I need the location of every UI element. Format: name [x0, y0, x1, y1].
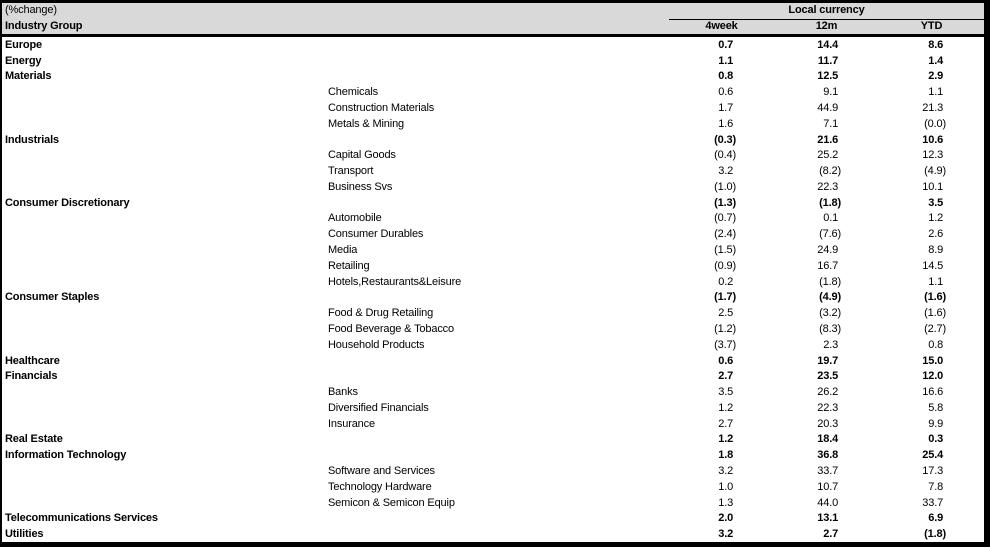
table-row	[2, 179, 984, 195]
value-12m: 9.1	[823, 86, 841, 99]
value-12m: 22.3	[817, 401, 841, 414]
industry-label: Consumer Staples	[5, 291, 100, 304]
value-4week: (0.9)	[714, 259, 736, 272]
pct-change-label: (%change)	[5, 4, 57, 16]
value-ytd: 8.6	[928, 38, 946, 51]
industry-label: Healthcare	[5, 354, 60, 367]
value-12m: 36.8	[817, 449, 841, 462]
industry-label: Retailing	[328, 259, 370, 272]
value-ytd: (4.9)	[924, 165, 946, 178]
value-4week: 0.6	[718, 86, 736, 99]
value-4week: (0.4)	[714, 149, 736, 162]
value-4week: (0.3)	[714, 133, 736, 146]
value-ytd: 5.8	[928, 401, 946, 414]
table-row	[2, 69, 984, 85]
value-12m: (8.2)	[819, 165, 841, 178]
table-row	[2, 163, 984, 179]
table-row	[2, 258, 984, 274]
value-ytd: (0.0)	[924, 117, 946, 130]
value-4week: 2.7	[718, 370, 736, 383]
value-ytd: 16.6	[922, 386, 946, 399]
industry-label: Business Svs	[328, 180, 393, 193]
value-12m: 44.0	[817, 496, 841, 509]
value-ytd: 9.9	[928, 417, 946, 430]
value-4week: 1.0	[718, 480, 736, 493]
industry-label: Food Beverage & Tobacco	[328, 322, 454, 335]
value-12m: (1.8)	[819, 196, 841, 209]
table-row	[2, 195, 984, 211]
value-12m: (3.2)	[819, 307, 841, 320]
value-12m: 12.5	[817, 70, 841, 83]
table-row	[2, 526, 984, 542]
value-ytd: (1.6)	[924, 307, 946, 320]
value-ytd: 12.3	[922, 149, 946, 162]
table-row	[2, 305, 984, 321]
table-row	[2, 226, 984, 242]
industry-label: Banks	[328, 386, 358, 399]
industry-label: Information Technology	[5, 449, 127, 462]
value-12m: (8.3)	[819, 322, 841, 335]
industry-label: Financials	[5, 370, 58, 383]
value-4week: (1.5)	[714, 244, 736, 257]
table-row	[2, 353, 984, 369]
industry-label: Consumer Discretionary	[5, 196, 130, 209]
table-row	[2, 84, 984, 100]
table-body	[2, 37, 984, 542]
value-ytd: 7.8	[928, 480, 946, 493]
table-row	[2, 37, 984, 53]
industry-label: Technology Hardware	[328, 480, 432, 493]
table-row	[2, 100, 984, 116]
value-4week: (0.7)	[714, 212, 736, 225]
industry-label: Food & Drug Retailing	[328, 307, 434, 320]
value-ytd: 1.4	[928, 54, 946, 67]
industry-label: Automobile	[328, 212, 382, 225]
industry-label: Consumer Durables	[328, 228, 424, 241]
value-4week: 0.2	[718, 275, 736, 288]
table-row	[2, 384, 984, 400]
value-12m: 14.4	[817, 38, 841, 51]
value-12m: 24.9	[817, 244, 841, 257]
value-ytd: 21.3	[922, 102, 946, 115]
table-row	[2, 368, 984, 384]
value-12m: 18.4	[817, 433, 841, 446]
table-row	[2, 447, 984, 463]
column-header-ytd: YTD	[920, 19, 943, 32]
table-row	[2, 211, 984, 227]
value-ytd: 6.9	[928, 512, 946, 525]
value-ytd: 2.6	[928, 228, 946, 241]
value-12m: (4.9)	[819, 291, 841, 304]
value-12m: 44.9	[817, 102, 841, 115]
table-row	[2, 416, 984, 432]
industry-label: Materials	[5, 70, 52, 83]
value-4week: 3.5	[718, 386, 736, 399]
value-ytd: 1.2	[928, 212, 946, 225]
value-ytd: (2.7)	[924, 322, 946, 335]
value-12m: 21.6	[817, 133, 841, 146]
industry-group-header: Industry Group	[5, 19, 83, 32]
header-row-currency	[2, 3, 984, 19]
industry-label: Metals & Mining	[328, 117, 405, 130]
local-currency-group-header: Local currency	[669, 3, 984, 20]
value-4week: (1.2)	[714, 322, 736, 335]
value-4week: (1.0)	[714, 180, 736, 193]
value-ytd: 17.3	[922, 464, 946, 477]
value-ytd: 14.5	[922, 259, 946, 272]
header-row-columns	[2, 19, 984, 35]
value-12m: 16.7	[817, 259, 841, 272]
table-row	[2, 510, 984, 526]
value-ytd: 0.8	[928, 338, 946, 351]
value-ytd: 1.1	[928, 86, 946, 99]
value-ytd: 33.7	[922, 496, 946, 509]
value-12m: 26.2	[817, 386, 841, 399]
value-ytd: (1.8)	[924, 528, 946, 541]
table-row	[2, 337, 984, 353]
value-4week: 3.2	[718, 464, 736, 477]
value-4week: (1.7)	[714, 291, 736, 304]
column-header-12m: 12m	[815, 19, 838, 32]
value-4week: 1.1	[718, 54, 736, 67]
value-ytd: 10.6	[922, 133, 946, 146]
table-row	[2, 479, 984, 495]
table-row	[2, 116, 984, 132]
value-ytd: 0.3	[928, 433, 946, 446]
value-4week: (1.3)	[714, 196, 736, 209]
industry-label: Industrials	[5, 133, 59, 146]
table-row	[2, 463, 984, 479]
value-4week: 2.7	[718, 417, 736, 430]
value-ytd: 1.1	[928, 275, 946, 288]
industry-label: Software and Services	[328, 464, 435, 477]
value-12m: 25.2	[817, 149, 841, 162]
value-12m: (1.8)	[819, 275, 841, 288]
value-4week: (2.4)	[714, 228, 736, 241]
value-4week: 1.6	[718, 117, 736, 130]
value-ytd: 25.4	[922, 449, 946, 462]
industry-label: Real Estate	[5, 433, 63, 446]
value-4week: 1.2	[718, 401, 736, 414]
value-ytd: 3.5	[928, 196, 946, 209]
value-12m: 20.3	[817, 417, 841, 430]
table-row	[2, 495, 984, 511]
value-4week: 2.0	[718, 512, 736, 525]
value-12m: 11.7	[817, 54, 841, 67]
table-row	[2, 147, 984, 163]
value-4week: 0.8	[718, 70, 736, 83]
industry-label: Semicon & Semicon Equip	[328, 496, 455, 509]
industry-label: Europe	[5, 38, 42, 51]
industry-label: Energy	[5, 54, 42, 67]
industry-label: Utilities	[5, 528, 44, 541]
industry-label: Diversified Financials	[328, 401, 429, 414]
value-ytd: 8.9	[928, 244, 946, 257]
table-row	[2, 321, 984, 337]
industry-label: Telecommunications Services	[5, 512, 158, 525]
value-ytd: 2.9	[928, 70, 946, 83]
table-row	[2, 274, 984, 290]
value-12m: 22.3	[817, 180, 841, 193]
industry-label: Chemicals	[328, 86, 378, 99]
value-4week: 1.8	[718, 449, 736, 462]
industry-label: Hotels,Restaurants&Leisure	[328, 275, 462, 288]
value-12m: (7.6)	[819, 228, 841, 241]
value-ytd: (1.6)	[924, 291, 946, 304]
value-12m: 33.7	[817, 464, 841, 477]
table-header	[2, 3, 984, 37]
value-12m: 13.1	[817, 512, 841, 525]
value-4week: 1.3	[718, 496, 736, 509]
industry-label: Media	[328, 244, 358, 257]
value-4week: 1.7	[718, 102, 736, 115]
value-12m: 23.5	[817, 370, 841, 383]
table-row	[2, 400, 984, 416]
table-row	[2, 53, 984, 69]
industry-label: Construction Materials	[328, 102, 435, 115]
table-row	[2, 132, 984, 148]
industry-label: Transport	[328, 165, 374, 178]
value-4week: 1.2	[718, 433, 736, 446]
value-12m: 2.7	[823, 528, 841, 541]
table-row	[2, 242, 984, 258]
value-12m: 2.3	[823, 338, 841, 351]
value-ytd: 10.1	[922, 180, 946, 193]
value-4week: 2.5	[718, 307, 736, 320]
value-4week: 3.2	[718, 528, 736, 541]
value-12m: 10.7	[817, 480, 841, 493]
table-row	[2, 432, 984, 448]
value-4week: (3.7)	[714, 338, 736, 351]
value-12m: 7.1	[823, 117, 841, 130]
value-ytd: 12.0	[922, 370, 946, 383]
value-4week: 3.2	[718, 165, 736, 178]
table-row	[2, 290, 984, 306]
value-12m: 0.1	[823, 212, 841, 225]
value-12m: 19.7	[817, 354, 841, 367]
value-4week: 0.7	[718, 38, 736, 51]
column-header-4week: 4week	[705, 19, 738, 32]
industry-label: Capital Goods	[328, 149, 396, 162]
industry-label: Insurance	[328, 417, 375, 430]
value-4week: 0.6	[718, 354, 736, 367]
industry-label: Household Products	[328, 338, 425, 351]
value-ytd: 15.0	[922, 354, 946, 367]
